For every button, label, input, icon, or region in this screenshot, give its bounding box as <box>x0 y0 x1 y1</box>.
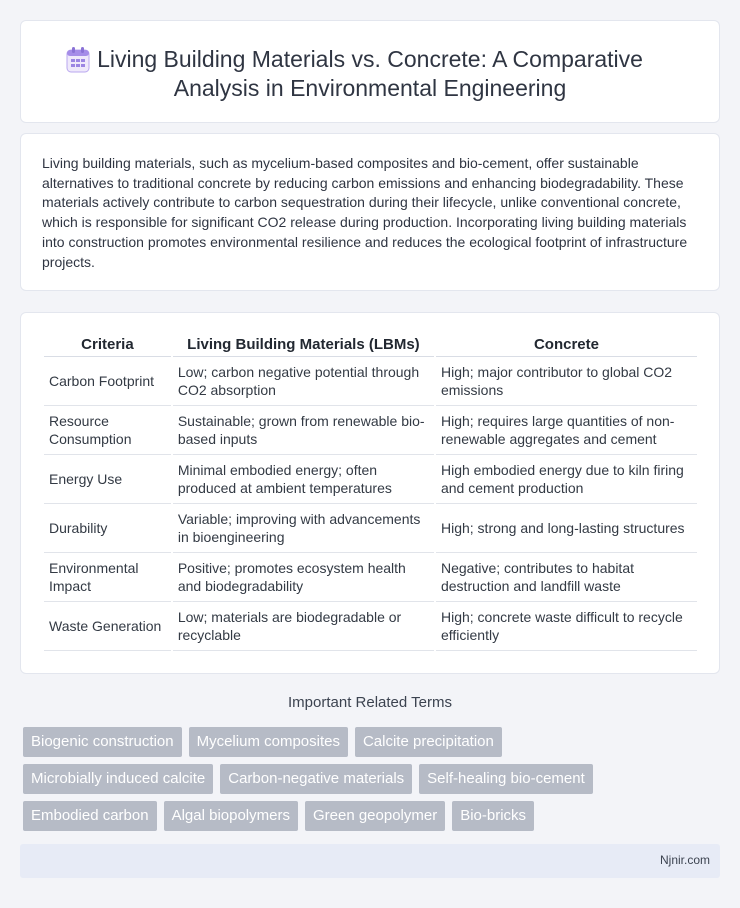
tag-biogenic-construction[interactable]: Biogenic construction <box>23 727 182 757</box>
comparison-table-card <box>20 312 720 674</box>
table-cell-concrete: High embodied energy due to kiln firing and cement production <box>436 455 697 504</box>
intro-card <box>20 133 720 291</box>
related-terms-list <box>23 727 713 838</box>
tag-microbially-induced-calcite[interactable]: Microbially induced calcite <box>23 764 213 794</box>
tag-row <box>23 764 713 794</box>
intro-paragraph: Living building materials, such as mycelium-based composites and bio-cement, offer sustainable alternatives to traditional concrete by reducing carbon emissions and enhancing biodegradability. These materials actively contribute to carbon sequestration during their lifecycle, unlike conventional concrete, which is responsible for significant CO2 release during production. Incorporating living building materials into construction promotes environmental resilience and reduces the ecological footprint of infrastructure projects. <box>42 155 688 270</box>
table-cell-lbm: Low; carbon negative potential through CO2 absorption <box>173 357 434 406</box>
table-cell-concrete: Negative; contributes to habitat destruction and landfill waste <box>436 553 697 602</box>
header-concrete: Concrete <box>436 333 697 357</box>
table-cell-lbm: Low; materials are biodegradable or recyclable <box>173 602 434 651</box>
comparison-table <box>42 333 699 651</box>
footer <box>20 844 720 878</box>
table-row <box>44 504 697 553</box>
table-row <box>44 406 697 455</box>
header-lbms: Living Building Materials (LBMs) <box>173 333 434 357</box>
table-cell-concrete: High; concrete waste difficult to recycle efficiently <box>436 602 697 651</box>
table-cell-concrete: High; major contributor to global CO2 emissions <box>436 357 697 406</box>
header-criteria: Criteria <box>44 333 171 357</box>
table-cell-criteria: Energy Use <box>44 455 171 504</box>
footer-brand[interactable]: Njnir.com <box>659 853 710 867</box>
tag-bio-bricks[interactable]: Bio-bricks <box>452 801 534 831</box>
tag-embodied-carbon[interactable]: Embodied carbon <box>23 801 157 831</box>
page-title-line-2: Analysis in Environmental Engineering <box>173 75 567 101</box>
table-cell-lbm: Minimal embodied energy; often produced at ambient temperatures <box>173 455 434 504</box>
tag-algal-biopolymers[interactable]: Algal biopolymers <box>164 801 298 831</box>
table-cell-criteria: Environmental Impact <box>44 553 171 602</box>
tag-row <box>23 727 713 757</box>
table-cell-criteria: Durability <box>44 504 171 553</box>
table-row <box>44 553 697 602</box>
tag-calcite-precipitation[interactable]: Calcite precipitation <box>355 727 502 757</box>
table-row <box>44 455 697 504</box>
tag-green-geopolymer[interactable]: Green geopolymer <box>305 801 445 831</box>
page-title-line-1: Living Building Materials vs. Concrete: A Comparative <box>97 46 643 72</box>
table-row <box>44 602 697 651</box>
tag-carbon-negative-materials[interactable]: Carbon-negative materials <box>220 764 412 794</box>
tag-mycelium-composites[interactable]: Mycelium composites <box>189 727 348 757</box>
table-header-row <box>44 333 697 357</box>
page-title <box>21 45 719 103</box>
related-terms-heading: Important Related Terms <box>288 694 452 711</box>
table-cell-concrete: High; strong and long-lasting structures <box>436 504 697 553</box>
table-cell-lbm: Variable; improving with advancements in bioengineering <box>173 504 434 553</box>
table-cell-lbm: Sustainable; grown from renewable bio-based inputs <box>173 406 434 455</box>
table-cell-criteria: Resource Consumption <box>44 406 171 455</box>
table-cell-criteria: Carbon Footprint <box>44 357 171 406</box>
title-card <box>20 20 720 123</box>
table-cell-concrete: High; requires large quantities of non-renewable aggregates and cement <box>436 406 697 455</box>
table-cell-criteria: Waste Generation <box>44 602 171 651</box>
table-cell-lbm: Positive; promotes ecosystem health and biodegradability <box>173 553 434 602</box>
tag-self-healing-bio-cement[interactable]: Self-healing bio-cement <box>419 764 593 794</box>
tag-row <box>23 801 713 831</box>
table-row <box>44 357 697 406</box>
